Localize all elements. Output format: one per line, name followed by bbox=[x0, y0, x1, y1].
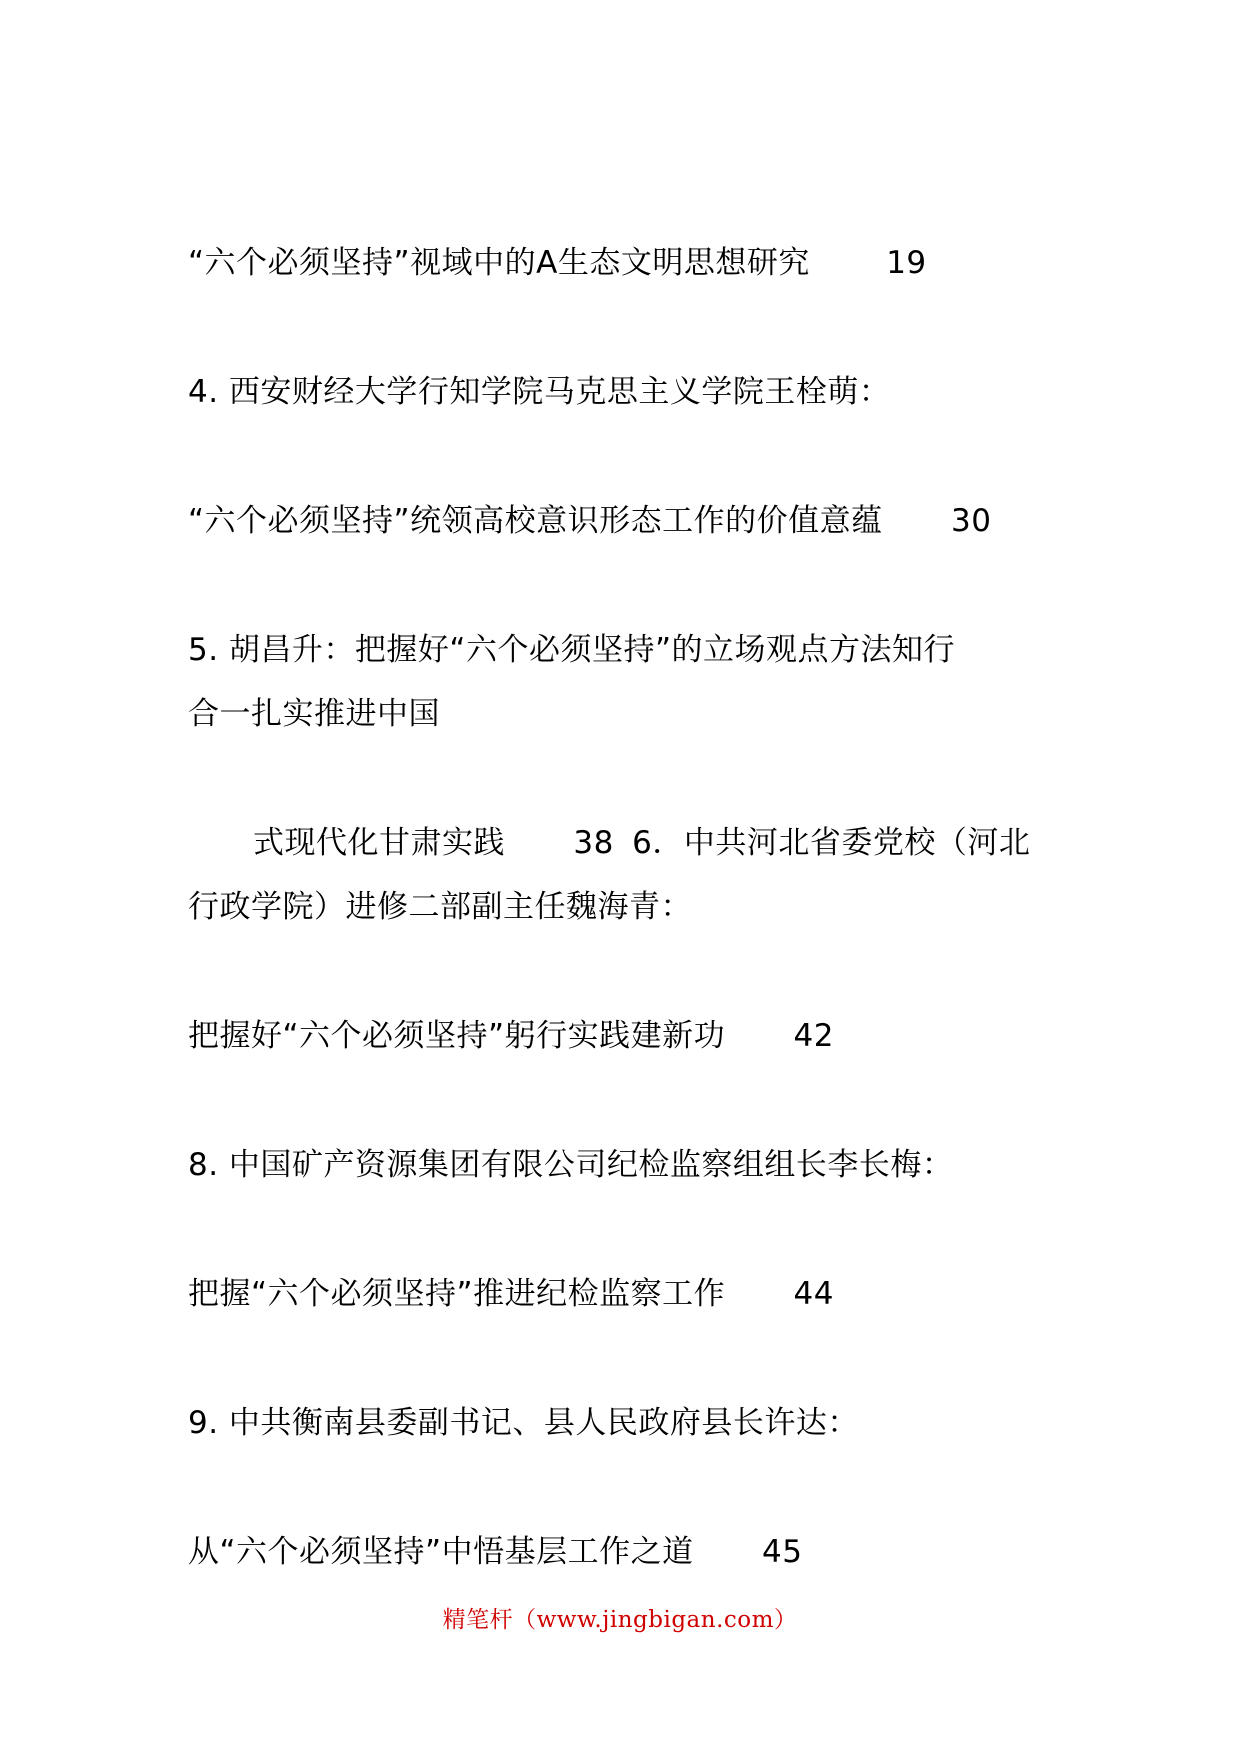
toc-entry-text: 9. 中共衡南县委副书记、县人民政府县长许达： bbox=[188, 1405, 859, 1441]
toc-entry-text: 把握好“六个必须坚持”躬行实践建新功 bbox=[188, 1018, 726, 1054]
toc-entry-text: “六个必须坚持”统领高校意识形态工作的价值意蕴 bbox=[188, 503, 883, 539]
toc-page-number: 19 bbox=[886, 245, 927, 281]
toc-entry-title bbox=[188, 243, 927, 283]
toc-entry-text: 合一扎实推进中国 bbox=[188, 696, 440, 732]
toc-page-number: 45 bbox=[761, 1534, 803, 1570]
toc-entry-author bbox=[188, 630, 955, 670]
toc-entry-title bbox=[188, 501, 991, 541]
toc-entry-text: 6．中共河北省委党校（河北 bbox=[632, 825, 1031, 861]
toc-entry-author bbox=[188, 372, 890, 412]
toc-entry-text: 行政学院）进修二部副主任魏海青： bbox=[188, 889, 692, 925]
toc-page-number: 44 bbox=[793, 1276, 834, 1312]
toc-entry-text: 把握“六个必须坚持”推进纪检监察工作 bbox=[188, 1276, 726, 1312]
toc-entry-text: 5. 胡昌升：把握好“六个必须坚持”的立场观点方法知行 bbox=[188, 632, 956, 668]
toc-entry-title bbox=[253, 823, 1030, 863]
footer-watermark: 精笔杆（www.jingbigan.com） bbox=[442, 1607, 798, 1633]
toc-entry-text: 从“六个必须坚持”中悟基层工作之道 bbox=[188, 1534, 694, 1570]
toc-entry-title bbox=[188, 1274, 834, 1314]
toc-entry-continuation bbox=[188, 887, 692, 927]
toc-entry-author bbox=[188, 1145, 953, 1185]
toc-entry-text: 式现代化甘肃实践 bbox=[253, 825, 505, 861]
toc-entry-title bbox=[188, 1532, 802, 1572]
toc-page-number: 42 bbox=[793, 1018, 834, 1054]
toc-entry-title bbox=[188, 1016, 834, 1056]
toc-entry-author bbox=[188, 1403, 859, 1443]
toc-entry-text: “六个必须坚持”视域中的A生态文明思想研究 bbox=[188, 245, 810, 281]
toc-page-number: 38 bbox=[573, 825, 614, 861]
toc-page-number: 30 bbox=[950, 503, 992, 539]
toc-entry-text: 4. 西安财经大学行知学院马克思主义学院王栓萌： bbox=[188, 374, 891, 410]
toc-entry-continuation bbox=[188, 694, 440, 734]
toc-entry-text: 8. 中国矿产资源集团有限公司纪检监察组组长李长梅： bbox=[188, 1147, 954, 1183]
